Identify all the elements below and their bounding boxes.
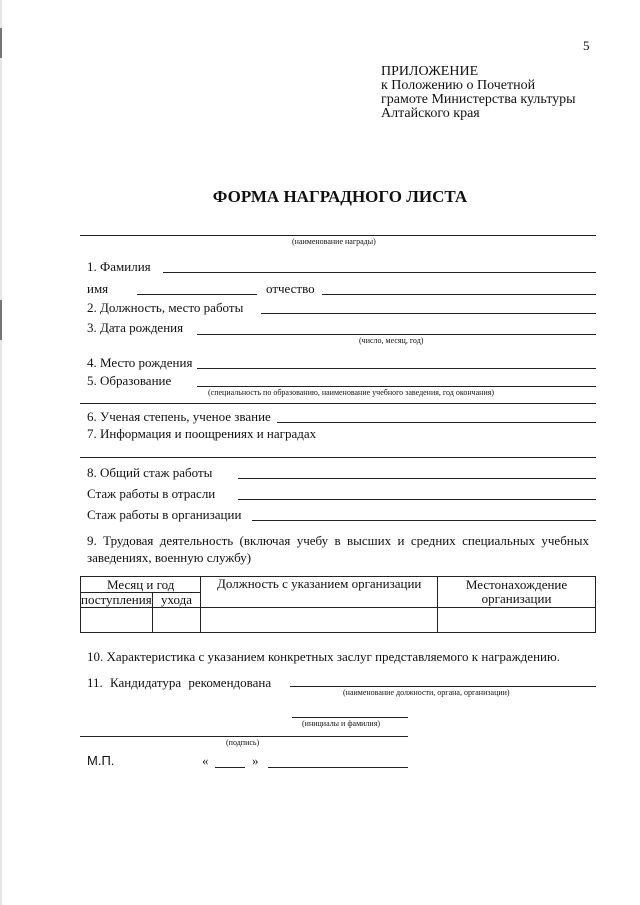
patronymic-field[interactable] [322, 294, 596, 295]
education-label: 5. Образование [87, 373, 172, 388]
end-date-cell[interactable] [152, 608, 201, 633]
month-year-header: Месяц и год [81, 577, 201, 593]
surname-field[interactable] [163, 272, 596, 273]
birth-place-label: 4. Место рождения [87, 355, 193, 370]
work-history-table [80, 576, 596, 633]
name-label: имя [87, 281, 109, 296]
start-date-cell[interactable] [81, 608, 153, 633]
education-field-line2[interactable] [80, 403, 596, 404]
location-header [438, 577, 596, 608]
start-date-header: поступления [81, 592, 152, 607]
awards-info-label: 7. Информация и поощрениях и наградах [87, 426, 317, 441]
org-experience-field[interactable] [252, 520, 596, 521]
day-field[interactable] [215, 767, 245, 768]
location-cell[interactable] [438, 608, 596, 633]
candidacy-caption: (наименование должности, органа, организации) [343, 688, 510, 697]
signature-caption: (подпись) [226, 738, 260, 747]
awards-info-field[interactable] [80, 457, 596, 458]
location-header-line: организации [481, 591, 552, 606]
scan-edge-mark [0, 300, 2, 340]
quote-close: » [252, 753, 259, 768]
surname-label: 1. Фамилия [87, 259, 151, 274]
total-experience-label: 8. Общий стаж работы [87, 465, 213, 480]
industry-experience-label: Стаж работы в отрасли [87, 486, 216, 501]
award-name-line[interactable] [80, 235, 596, 236]
month-year-field[interactable] [268, 767, 408, 768]
quote-open: « [202, 753, 209, 768]
signature-field[interactable] [80, 736, 408, 737]
org-experience-label: Стаж работы в организации [87, 507, 242, 522]
characteristics-label: 10. Характеристика с указанием конкретных заслуг представляемого к награждению. [87, 649, 560, 664]
scan-edge-mark [0, 28, 2, 58]
candidacy-label: 11. Кандидатура рекомендована [87, 675, 272, 690]
total-experience-field[interactable] [238, 478, 596, 479]
industry-experience-field[interactable] [238, 499, 596, 500]
scan-edge [0, 0, 2, 905]
birth-date-label: 3. Дата рождения [87, 320, 184, 335]
page-number: 5 [583, 38, 590, 53]
page-title: ФОРМА НАГРАДНОГО ЛИСТА [212, 187, 468, 206]
appendix-line: грамоте Министерства культуры [381, 92, 576, 107]
candidacy-field[interactable] [290, 686, 596, 687]
position-org-header: Должность с указанием организации [201, 577, 438, 608]
appendix-line: к Положению о Почетной [381, 78, 536, 93]
appendix-line: Алтайского края [381, 106, 480, 121]
initials-field[interactable] [292, 717, 408, 718]
award-name-caption: (наименование награды) [292, 237, 376, 246]
education-field[interactable] [197, 386, 596, 387]
stamp-label: М.П. [87, 753, 115, 768]
birth-place-field[interactable] [197, 368, 596, 369]
location-header-line: Местонахождение [465, 577, 568, 592]
name-field[interactable] [137, 294, 257, 295]
position-field[interactable] [261, 313, 596, 314]
degree-field[interactable] [277, 422, 596, 423]
birth-date-field[interactable] [197, 334, 596, 335]
work-history-label: 9. Трудовая деятельность (включая учебу в высших и средних специальных учебных заведениях, военную службу) [87, 533, 589, 565]
birth-date-caption: (число, месяц, год) [359, 336, 424, 345]
end-date-header: ухода [152, 593, 201, 608]
position-label: 2. Должность, место работы [87, 300, 244, 315]
education-caption: (специальность по образованию, наименование учебного заведения, год окончания) [208, 388, 495, 397]
degree-label: 6. Ученая степень, ученое звание [87, 409, 271, 424]
appendix-heading: ПРИЛОЖЕНИЕ [381, 64, 479, 79]
appendix-block [381, 65, 576, 121]
initials-caption: (инициалы и фамилия) [302, 719, 381, 728]
position-org-cell[interactable] [201, 608, 438, 633]
patronymic-label: отчество [266, 281, 315, 296]
